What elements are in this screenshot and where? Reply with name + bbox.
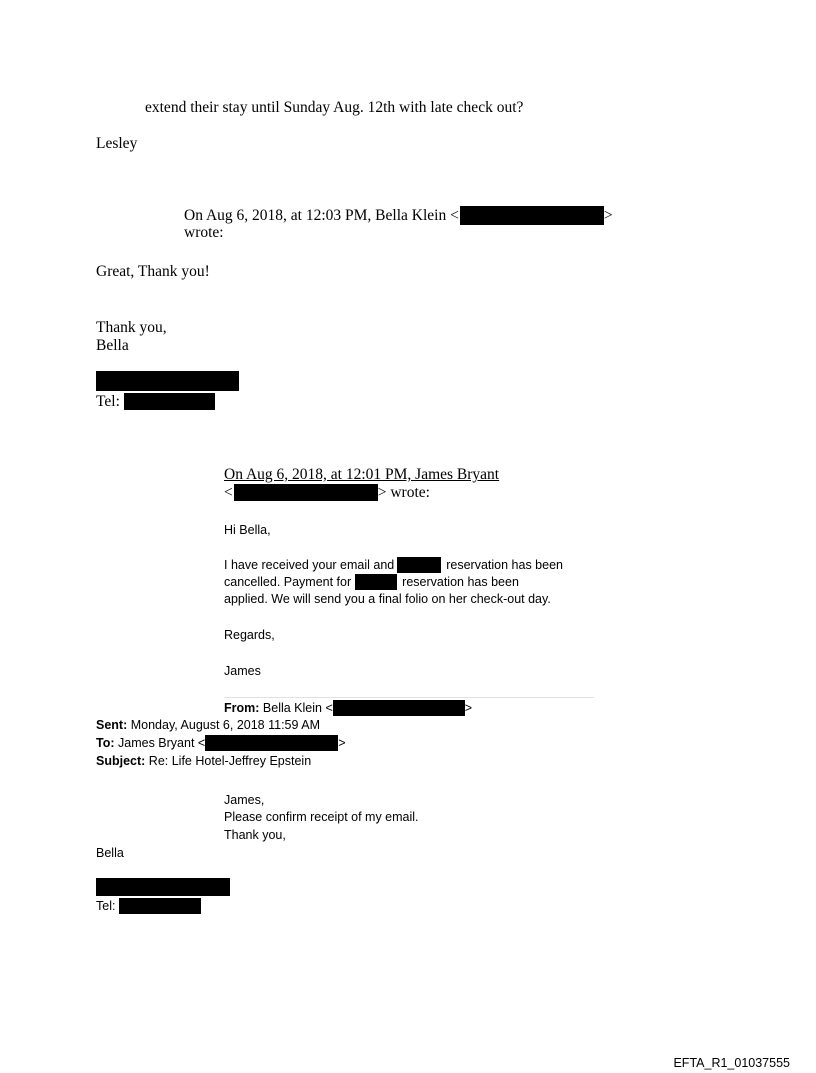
redacted-email	[333, 700, 465, 716]
subject-label: Subject:	[96, 754, 146, 768]
quote1-header-text: On Aug 6, 2018, at 12:03 PM, Bella Klein <	[184, 207, 459, 224]
subject-value: Re: Life Hotel-Jeffrey Epstein	[148, 754, 312, 768]
redacted-phone	[119, 898, 201, 914]
redacted-name	[397, 557, 441, 573]
quote2-header-open: <	[224, 484, 233, 501]
sent-line	[96, 717, 320, 733]
redacted-signature-block	[96, 371, 239, 391]
from-label: From:	[224, 701, 260, 715]
subject-line	[96, 753, 311, 769]
regards-line: Regards,	[224, 628, 275, 642]
redacted-email	[205, 735, 338, 751]
redacted-email	[234, 484, 378, 501]
quote2-header-close: > wrote:	[377, 484, 430, 501]
quote2-header-line2	[224, 484, 430, 501]
message3-line3: Thank you,	[224, 828, 286, 842]
message3-line2: Please confirm receipt of my email.	[224, 810, 419, 824]
extend-stay-line: extend their stay until Sunday Aug. 12th with late check out?	[145, 99, 524, 116]
redacted-signature-block	[96, 878, 230, 896]
header-divider	[224, 697, 594, 698]
redacted-name	[355, 574, 397, 590]
body-line2	[224, 574, 519, 590]
quote2-header-line1: On Aug 6, 2018, at 12:01 PM, James Bryant	[224, 466, 500, 483]
greeting-line: Hi Bella,	[224, 523, 271, 537]
to-close: >	[338, 736, 346, 750]
tel-label-2: Tel:	[96, 899, 116, 913]
tel-label: Tel:	[96, 393, 120, 410]
message3-line1: James,	[224, 793, 265, 807]
body-line2-a: cancelled. Payment for	[224, 575, 352, 589]
sent-value: Monday, August 6, 2018 11:59 AM	[130, 718, 320, 732]
message3-sign: Bella	[96, 846, 124, 860]
quote1-header-line1	[184, 207, 613, 225]
great-thanks-line: Great, Thank you!	[96, 263, 210, 280]
document-id-footer: EFTA_R1_01037555	[673, 1056, 790, 1070]
thank-you-line: Thank you,	[96, 319, 167, 336]
from-close: >	[464, 701, 473, 715]
bella-name-line: Bella	[96, 337, 129, 354]
body-line1	[224, 557, 563, 573]
sent-label: Sent:	[96, 718, 128, 732]
body-line2-b: reservation has been	[402, 575, 519, 589]
james-signature: James	[224, 664, 261, 678]
tel-line-2	[96, 898, 201, 914]
from-value: Bella Klein <	[262, 701, 333, 715]
to-value: James Bryant <	[118, 736, 206, 750]
to-line	[96, 735, 346, 751]
quote1-header-line2: wrote:	[184, 224, 224, 241]
from-line	[224, 700, 472, 716]
lesley-signature: Lesley	[96, 135, 138, 152]
redacted-email	[460, 206, 604, 225]
redacted-phone	[124, 393, 215, 410]
body-line3: applied. We will send you a final folio on her check-out day.	[224, 592, 551, 606]
quote1-header-close: >	[603, 207, 613, 224]
body-line1-b: reservation has been	[446, 558, 563, 572]
body-line1-a: I have received your email and	[224, 558, 395, 572]
to-label: To:	[96, 736, 115, 750]
tel-line	[96, 393, 215, 410]
